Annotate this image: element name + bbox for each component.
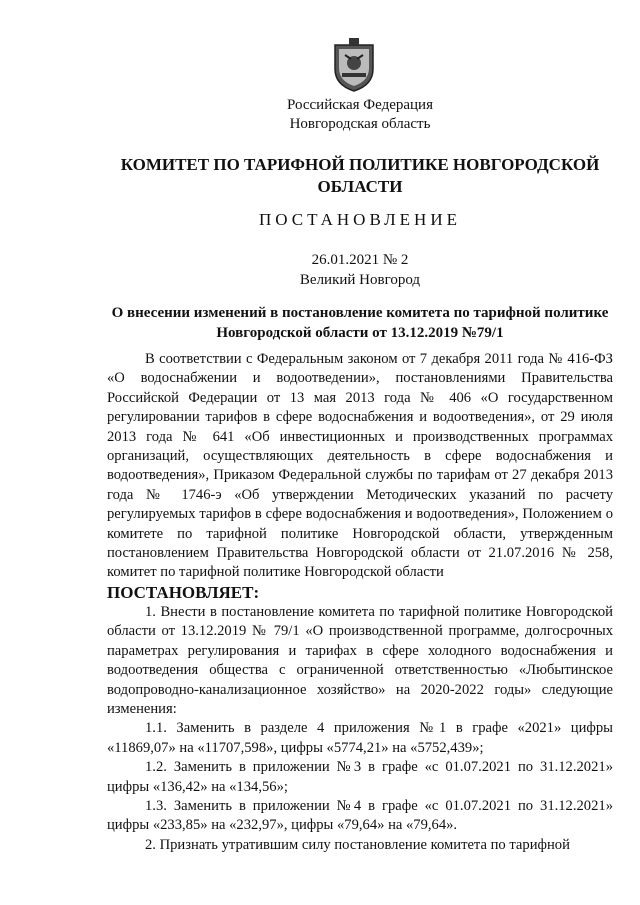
item-1: 1. Внести в постановление комитета по тарифной политике Новгородской области от 13.12.2019 № 79/1 «О производственной программе, долгосрочных параметрах регулирования и тарифах в сфере холодного водоснабжения и водоотведения общества с ограниченной ответственностью «Любытинское водопроводно-канализационное хозяйство» на 2020-2022 годы» следующие изменения:: [107, 603, 613, 717]
region-label: Новгородская область: [289, 116, 431, 132]
item-2: 2. Признать утратившим силу постановление комитета по тарифной: [145, 836, 570, 853]
item-1-2: 1.2. Заменить в приложении №3 в графе «с 01.07.2021 по 31.12.2021» цифры «136,42» на «134,56»;: [107, 759, 613, 795]
decree-subject: [100, 303, 620, 343]
subject-line1: О внесении изменений в постановление комитета по тарифной политике: [111, 305, 609, 321]
date-number: 26.01.2021 № 2: [311, 252, 409, 268]
subject-line2: Новгородской области от 13.12.2019 №79/1: [216, 325, 504, 341]
preamble-paragraph: В соответствии с Федеральным законом от 7 декабря 2011 года № 416-ФЗ «О водоснабжении и водоотведении», постановлениями Правительства Российской Федерации от 13 мая 2013 года № 406 «О государственном регулировании тарифов в сфере водоснабжения и водоотведения», от 29 июля 2013 года № 641 «Об инвестиционных и производственных программах организаций, осуществляющих деятельность в сфере водоснабжения и водоотведения», Приказом Федеральной службы по тарифам от 27 декабря 2013 года № 1746-э «Об утверждении Методических указаний по расчету регулируемых тарифов в сфере водоснабжения и водоотведения», Положением о комитете по тарифной политике Новгородской области, утвержденным постановлением Правительства Новгородской области от 21.07.2016 № 258, комитет по тарифной политике Новгородской области: [107, 351, 613, 581]
ruling-word: ПОСТАНОВЛЯЕТ:: [107, 582, 260, 602]
committee-title-line2: ОБЛАСТИ: [317, 177, 403, 196]
item-1-1: 1.1. Заменить в разделе 4 приложения №1 в графе «2021» цифры «11869,07» на «11707,598», цифры «5774,21» на «5752,439»;: [107, 720, 613, 756]
country-label: Российская Федерация: [287, 97, 433, 113]
city-label: Великий Новгород: [299, 272, 421, 288]
item-1-3: 1.3. Заменить в приложении №4 в графе «с 01.07.2021 по 31.12.2021» цифры «233,85» на «232,97», цифры «79,64» на «79,64».: [107, 797, 613, 834]
decree-type: ПОСТАНОВЛЕНИЕ: [258, 210, 461, 229]
committee-title-line1: КОМИТЕТ ПО ТАРИФНОЙ ПОЛИТИКЕ НОВГОРОДСКОЙ: [120, 155, 600, 174]
coat-of-arms-icon: [329, 37, 379, 93]
decree-body: [107, 350, 613, 855]
